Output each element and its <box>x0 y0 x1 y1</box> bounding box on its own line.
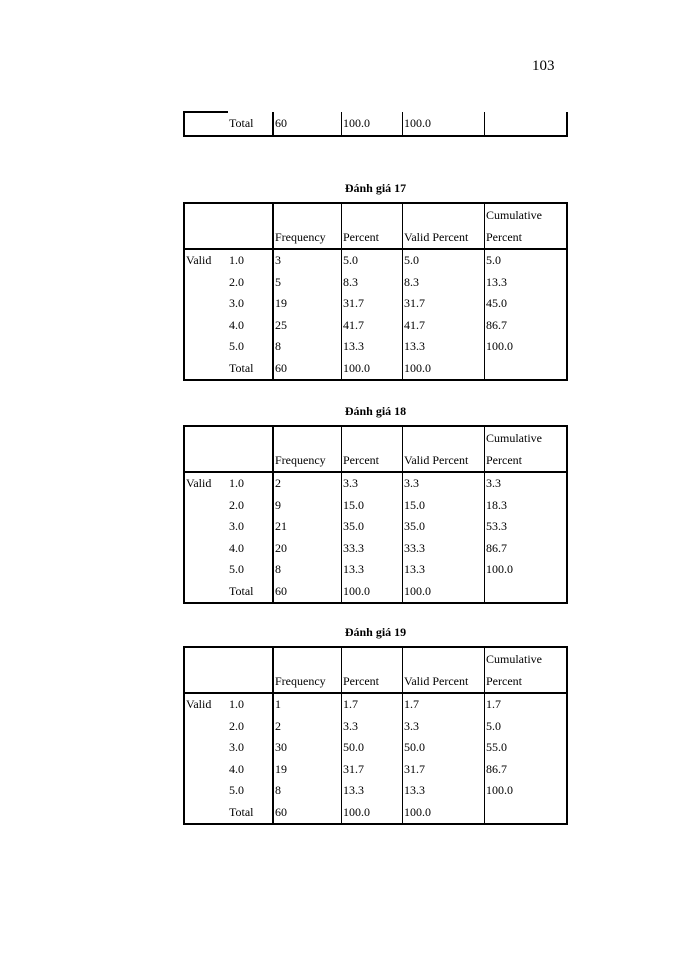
frequency-cell: 2 <box>273 716 342 738</box>
row-group-cell <box>184 716 228 738</box>
frequency-cell: 25 <box>273 315 342 337</box>
header-row <box>184 670 567 693</box>
table-row <box>184 737 567 759</box>
header-empty-cell <box>228 647 273 670</box>
header-empty-cell <box>184 426 228 449</box>
row-label: 4.0 <box>229 761 244 776</box>
row-label: 5.0 <box>229 562 244 576</box>
row-label: 1.0 <box>229 253 244 267</box>
row-label: 4.0 <box>229 317 244 332</box>
percent-cell: 13.3 <box>342 336 403 358</box>
row-group-label: Valid <box>184 249 228 272</box>
frequency-cell: 19 <box>273 759 342 781</box>
table-title: Đánh giá 19 <box>344 625 407 639</box>
table-title: Đánh giá 18 <box>344 404 407 418</box>
percent-cell: 41.7 <box>342 315 403 337</box>
row-group-cell <box>184 559 228 581</box>
valid-percent-cell: 31.7 <box>403 293 485 315</box>
table-title: Đánh giá 17 <box>344 181 407 195</box>
table-row <box>184 538 567 560</box>
header-empty-cell <box>403 426 485 449</box>
header-cumulative-line2: Percent <box>485 226 568 249</box>
percent-cell: 100.0 <box>342 112 403 136</box>
continued-table-fragment <box>183 111 568 137</box>
valid-percent-cell: 100.0 <box>403 581 485 604</box>
header-percent: Percent <box>342 449 403 472</box>
valid-percent-cell: 13.3 <box>403 559 485 581</box>
row-group-cell <box>184 581 228 604</box>
frequency-cell: 8 <box>273 559 342 581</box>
percent-cell: 50.0 <box>342 737 403 759</box>
row-group-cell <box>184 358 228 381</box>
header-percent: Percent <box>342 670 403 693</box>
valid-percent-cell: 31.7 <box>403 759 485 781</box>
header-empty-cell <box>228 426 273 449</box>
cumulative-percent-cell <box>485 802 568 825</box>
header-empty-cell <box>184 226 228 249</box>
cumulative-percent-cell: 100.0 <box>485 336 568 358</box>
cumulative-percent-cell: 5.0 <box>485 716 568 738</box>
header-empty-cell <box>184 647 228 670</box>
row-group-label: Valid <box>184 472 228 495</box>
table-row <box>184 495 567 517</box>
header-empty-cell <box>273 426 342 449</box>
table-row <box>184 581 567 604</box>
percent-cell: 3.3 <box>342 472 403 495</box>
header-empty-cell <box>403 647 485 670</box>
table-row <box>184 693 567 716</box>
frequency-table <box>183 202 568 381</box>
percent-cell: 35.0 <box>342 516 403 538</box>
header-cumulative-line2: Percent <box>485 670 568 693</box>
percent-cell: 13.3 <box>342 780 403 802</box>
cumulative-percent-cell: 13.3 <box>485 272 568 294</box>
row-group-cell <box>184 780 228 802</box>
cumulative-percent-cell: 45.0 <box>485 293 568 315</box>
table-row <box>184 358 567 381</box>
row-label: 2.0 <box>229 718 244 733</box>
header-empty-cell <box>273 203 342 226</box>
row-group-label: Valid <box>184 693 228 716</box>
header-empty-cell <box>342 647 403 670</box>
cumulative-percent-cell: 53.3 <box>485 516 568 538</box>
cumulative-percent-cell: 55.0 <box>485 737 568 759</box>
cumulative-percent-cell: 100.0 <box>485 780 568 802</box>
row-label: Total <box>228 358 273 381</box>
table-row <box>184 472 567 495</box>
row-label: 3.0 <box>229 519 244 533</box>
table-row <box>184 293 567 315</box>
cumulative-percent-cell <box>485 358 568 381</box>
header-empty-cell <box>184 449 228 472</box>
header-valid-percent: Valid Percent <box>403 449 485 472</box>
header-empty-cell <box>403 203 485 226</box>
row-group-cell <box>184 336 228 358</box>
frequency-cell: 8 <box>273 336 342 358</box>
table-row <box>184 516 567 538</box>
frequency-cell: 60 <box>273 112 342 136</box>
percent-cell: 100.0 <box>342 802 403 825</box>
cumulative-percent-cell <box>485 581 568 604</box>
row-label: 5.0 <box>229 339 244 353</box>
table-row <box>184 716 567 738</box>
header-row <box>184 426 567 449</box>
valid-percent-cell: 13.3 <box>403 780 485 802</box>
row-group-cell <box>184 495 228 517</box>
row-label: 1.0 <box>229 476 244 490</box>
frequency-cell: 8 <box>273 780 342 802</box>
percent-cell: 8.3 <box>342 272 403 294</box>
percent-cell: 100.0 <box>342 358 403 381</box>
frequency-cell: 21 <box>273 516 342 538</box>
row-group-cell <box>184 759 228 781</box>
valid-percent-cell: 33.3 <box>403 538 485 560</box>
header-frequency: Frequency <box>273 226 342 249</box>
frequency-cell: 1 <box>273 693 342 716</box>
row-group-cell <box>184 293 228 315</box>
row-label: Total <box>228 802 273 825</box>
header-cumulative-line1: Cumulative <box>485 426 568 449</box>
valid-percent-cell: 15.0 <box>403 495 485 517</box>
row-label: 4.0 <box>229 540 244 555</box>
frequency-cell: 60 <box>273 802 342 825</box>
valid-percent-cell: 13.3 <box>403 336 485 358</box>
row-group-cell <box>184 516 228 538</box>
cumulative-percent-cell: 3.3 <box>485 472 568 495</box>
row-label: 2.0 <box>229 274 244 289</box>
header-empty-cell <box>228 203 273 226</box>
header-cumulative-line1: Cumulative <box>485 203 568 226</box>
header-row <box>184 203 567 226</box>
row-label: 5.0 <box>229 783 244 797</box>
percent-cell: 1.7 <box>342 693 403 716</box>
row-group-cell <box>184 315 228 337</box>
percent-cell: 31.7 <box>342 759 403 781</box>
cumulative-percent-cell <box>485 112 568 136</box>
cumulative-percent-cell: 100.0 <box>485 559 568 581</box>
valid-percent-cell: 50.0 <box>403 737 485 759</box>
table-row <box>184 759 567 781</box>
cumulative-percent-cell: 86.7 <box>485 759 568 781</box>
valid-percent-cell: 8.3 <box>403 272 485 294</box>
row-label: 1.0 <box>229 697 244 711</box>
row-label: 2.0 <box>229 497 244 512</box>
header-frequency: Frequency <box>273 449 342 472</box>
frequency-cell: 2 <box>273 472 342 495</box>
header-percent: Percent <box>342 226 403 249</box>
header-valid-percent: Valid Percent <box>403 226 485 249</box>
percent-cell: 3.3 <box>342 716 403 738</box>
valid-percent-cell: 3.3 <box>403 716 485 738</box>
cumulative-percent-cell: 86.7 <box>485 538 568 560</box>
cumulative-percent-cell: 1.7 <box>485 693 568 716</box>
valid-percent-cell: 3.3 <box>403 472 485 495</box>
frequency-cell: 19 <box>273 293 342 315</box>
table-row <box>184 336 567 358</box>
cumulative-percent-cell: 18.3 <box>485 495 568 517</box>
row-label: Total <box>228 581 273 604</box>
valid-percent-cell: 5.0 <box>403 249 485 272</box>
frequency-cell: 20 <box>273 538 342 560</box>
row-label: Total <box>228 112 273 136</box>
table-row <box>184 272 567 294</box>
frequency-cell: 60 <box>273 358 342 381</box>
percent-cell: 33.3 <box>342 538 403 560</box>
row-group-cell <box>184 538 228 560</box>
frequency-table <box>183 425 568 604</box>
header-empty-cell <box>342 426 403 449</box>
header-empty-cell <box>184 203 228 226</box>
header-row <box>184 226 567 249</box>
table-row <box>184 559 567 581</box>
cumulative-percent-cell: 86.7 <box>485 315 568 337</box>
row-label: 3.0 <box>229 740 244 754</box>
header-valid-percent: Valid Percent <box>403 670 485 693</box>
header-empty-cell <box>184 670 228 693</box>
header-row <box>184 449 567 472</box>
valid-percent-cell: 1.7 <box>403 693 485 716</box>
valid-percent-cell: 35.0 <box>403 516 485 538</box>
header-cumulative-line2: Percent <box>485 449 568 472</box>
header-empty-cell <box>228 670 273 693</box>
percent-cell: 100.0 <box>342 581 403 604</box>
table-row <box>184 802 567 825</box>
cumulative-percent-cell: 5.0 <box>485 249 568 272</box>
frequency-cell: 9 <box>273 495 342 517</box>
valid-percent-cell: 100.0 <box>403 802 485 825</box>
table-row <box>184 112 567 136</box>
valid-percent-cell: 100.0 <box>403 358 485 381</box>
percent-cell: 15.0 <box>342 495 403 517</box>
frequency-cell: 3 <box>273 249 342 272</box>
header-empty-cell <box>228 449 273 472</box>
table-row <box>184 315 567 337</box>
row-group-cell <box>184 272 228 294</box>
header-frequency: Frequency <box>273 670 342 693</box>
row-group-cell <box>184 737 228 759</box>
header-empty-cell <box>273 647 342 670</box>
percent-cell: 13.3 <box>342 559 403 581</box>
percent-cell: 31.7 <box>342 293 403 315</box>
page-number: 103 <box>532 58 555 74</box>
header-empty-cell <box>342 203 403 226</box>
row-group-cell <box>184 112 228 136</box>
row-label: 3.0 <box>229 296 244 310</box>
table-row <box>184 249 567 272</box>
header-empty-cell <box>228 226 273 249</box>
header-row <box>184 647 567 670</box>
frequency-cell: 30 <box>273 737 342 759</box>
row-group-cell <box>184 802 228 825</box>
frequency-table <box>183 646 568 825</box>
valid-percent-cell: 41.7 <box>403 315 485 337</box>
frequency-cell: 5 <box>273 272 342 294</box>
table-row <box>184 780 567 802</box>
header-cumulative-line1: Cumulative <box>485 647 568 670</box>
percent-cell: 5.0 <box>342 249 403 272</box>
frequency-cell: 60 <box>273 581 342 604</box>
valid-percent-cell: 100.0 <box>403 112 485 136</box>
